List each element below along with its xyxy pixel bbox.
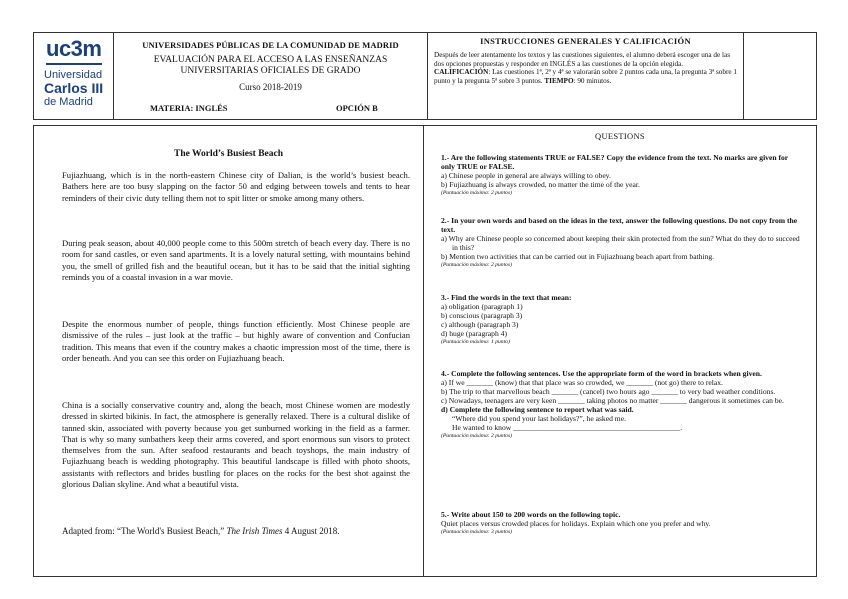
reading-text	[33, 125, 424, 577]
article-source	[62, 526, 412, 536]
question-points: (Puntuación máxima: 1 punto)	[441, 339, 510, 345]
exam-title-line2: UNIVERSITARIAS OFICIALES DE GRADO	[180, 66, 361, 76]
question-points: (Puntuación máxima: 2 puntos)	[441, 433, 512, 439]
calif-text: : Las cuestiones 1ª, 2ª y 4ª se valorarán sobre 2 puntos cada una, la pregunta 3ª sobre 1 punto y la pregunta 5ª sobre 3 puntos.	[434, 68, 737, 85]
university-name: UNIVERSIDADES PÚBLICAS DE LA COMUNIDAD DE MADRID	[142, 40, 399, 50]
instructions-body: Después de leer atentamente los textos y las cuestiones siguientes, el alumno deberá escoger una de las dos opciones propuestas y responder en INGLÉS a las cuestiones de la opción elegida.	[434, 51, 730, 68]
question-3	[441, 293, 803, 347]
question-item: b) Mention two activities that can be carried out in Fujiazhuang beach apart from bathing.	[441, 252, 715, 261]
logo-rule	[46, 63, 102, 65]
instructions	[428, 33, 744, 119]
question-item: b) The trip to that marvellous beach _______ (cancel) two hours ago _______ to very bad weather conditions.	[441, 387, 776, 396]
question-heading: 3.- Find the words in the text that mean:	[441, 293, 572, 302]
article-paragraph: Fujiazhuang, which is in the north-eastern Chinese city of Dalian, is the world’s busiest beach. Bathers here are too busy slapping on the factor 50 and edging between towels and tents to hear reminders of their civic duty telling them not to spit litter or smoke among many others.	[62, 170, 410, 203]
question-heading: 1.- Are the following statements TRUE or FALSE? Copy the evidence from the text. No marks are given for only TRUE or FALSE.	[441, 153, 789, 171]
option: OPCIÓN B	[336, 103, 378, 113]
logo-line3: de Madrid	[44, 96, 93, 108]
question-item: b) Fujiazhuang is always crowded, no matter the time of the year.	[441, 180, 640, 189]
question-points: (Puntuación máxima: 3 puntos)	[441, 529, 512, 535]
question-item: a) obligation (paragraph 1)	[441, 302, 523, 311]
exam-info	[114, 33, 428, 119]
instructions-text	[428, 46, 743, 85]
question-item: a) If we _______ (know) that that place was so crowded, we _______ (not go) there to relax.	[441, 378, 723, 387]
logo-line1: Universidad	[44, 69, 103, 81]
question-4	[441, 369, 803, 441]
question-item: a) Why are Chinese people so concerned about keeping their skin protected from the sun? What do they do to succeed in this?	[441, 234, 800, 252]
reported-speech-quote: “Where did you spend your last holidays?”, he asked me.	[452, 414, 626, 423]
article-paragraph: Despite the enormous number of people, things function efficiently. Most Chinese people are dismissive of the rules – just look at the traffic – but highly aware of convention and Confucian tradition. This means that even if the country makes a chaotic impression most of the time, there is order beneath. And you can see this order on Fujiazhuang beach.	[62, 319, 410, 363]
logo-line2: Carlos III	[44, 80, 104, 96]
university-logo	[34, 33, 114, 119]
subject: MATERIA: INGLÉS	[150, 103, 228, 113]
question-item: c) although (paragraph 3)	[441, 320, 519, 329]
calif-label: CALIFICACIÓN	[434, 68, 489, 77]
exam-title-line1: EVALUACIÓN PARA EL ACCESO A LAS ENSEÑANZAS	[153, 55, 388, 65]
questions-title: QUESTIONS	[595, 131, 645, 141]
question-item: c) Nowadays, teenagers are very keen _______ taking photos no matter _______ dangerous it sometimes can be.	[441, 396, 784, 405]
logo-main: uc3m	[46, 36, 102, 61]
question-2	[441, 216, 803, 270]
exam-header	[33, 32, 817, 120]
question-item: b) conscious (paragraph 3)	[441, 311, 523, 320]
question-points: (Puntuación máxima: 2 puntos)	[441, 262, 512, 268]
question-5	[441, 510, 803, 537]
article-title: The World’s Busiest Beach	[174, 149, 283, 159]
time-label: TIEMPO	[544, 76, 574, 85]
answer-line: He wanted to know ____________________________________________.	[452, 423, 683, 432]
question-item: d) Complete the following sentence to report what was said.	[441, 405, 634, 414]
course: Curso 2018-2019	[239, 82, 302, 92]
source-date: 4 August 2018.	[282, 526, 340, 536]
question-heading: 5.- Write about 150 to 200 words on the following topic.	[441, 510, 621, 519]
question-heading: 4.- Complete the following sentences. Use the appropriate form of the word in brackets when given.	[441, 369, 762, 378]
article-paragraph: During peak season, about 40,000 people come to this 500m stretch of beach every day. There is no room for sand castles, or even sand apartments. It is a lovely natural setting, with mountains behind you, the smell of grilled fish and the beautiful ocean, but it has to be said that the initial sighting reminds you of a coastal invasion in a war movie.	[62, 238, 410, 282]
source-publication: The Irish Times	[226, 526, 283, 536]
question-heading: 2.- In your own words and based on the ideas in the text, answer the following questions. Do not copy from the text.	[441, 216, 798, 234]
question-item: d) huge (paragraph 4)	[441, 329, 507, 338]
time-text: : 90 minutos.	[573, 76, 612, 85]
question-item: a) Chinese people in general are always willing to obey.	[441, 171, 611, 180]
question-points: (Puntuación máxima: 2 puntos)	[441, 190, 512, 196]
article-paragraph: China is a socially conservative country and, along the beach, most Chinese women are modestly dressed in skirted bikinis. In fact, the atmosphere is generally relaxed. There is a cultural dislike of tanned skin, associated with poverty because you get sunburned working in the field as a farmer. That is why so many sunbathers keep their arms covered, and sport enormous sun visors to protect themselves from the sun. After seafood restaurants and beach toyshops, the main industry of Fujiazhuang beach is wedding photography. This beautiful landscape is filled with photo shoots, assistants with reflectors and brides bustling for places on the rocks for the best shot against the glorious Dalian skyline. And what a beautiful vista.	[62, 400, 410, 490]
essay-topic: Quiet places versus crowded places for holidays. Explain which one you prefer and why.	[441, 519, 711, 528]
source-prefix: Adapted from: “The World's Busiest Beach,”	[62, 526, 227, 536]
question-1	[441, 153, 803, 198]
instructions-title: INSTRUCCIONES GENERALES Y CALIFICACIÓN	[480, 36, 691, 46]
questions-panel	[424, 125, 817, 577]
